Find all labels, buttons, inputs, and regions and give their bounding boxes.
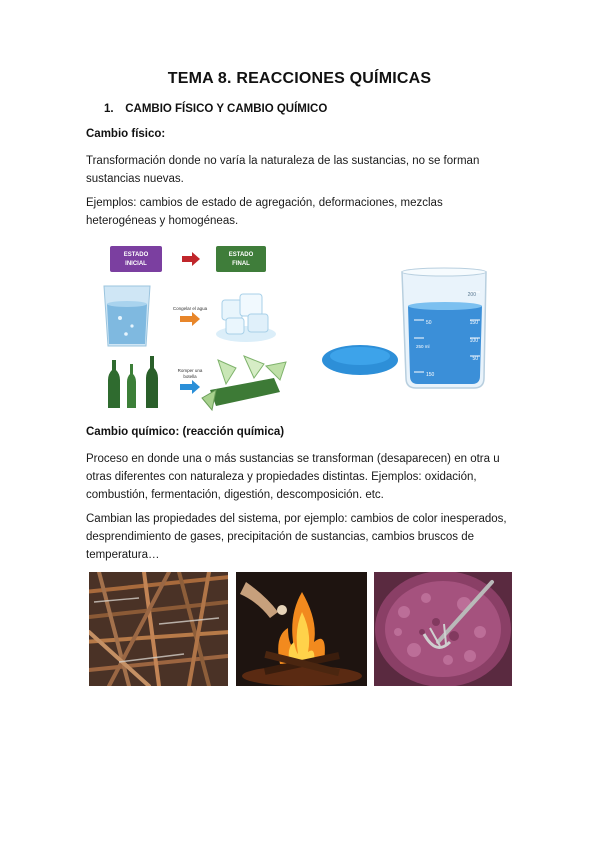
initial-state-box	[110, 246, 162, 272]
campfire-photo	[236, 572, 367, 686]
freeze-label: Congelar el agua	[172, 306, 208, 311]
ice-cubes-icon	[216, 294, 276, 342]
page-title: TEMA 8. REACCIONES QUÍMICAS	[167, 70, 432, 87]
chemical-change-definition: Proceso en donde una o más sustancias se transforman (desaparecen) en otra u otras diferentes con naturaleza y propiedades distintas. Ejemplos: oxidación, combustión, fermentación, digestión, descomposición. etc.	[86, 453, 500, 501]
physical-change-examples: Ejemplos: cambios de estado de agregación, deformaciones, mezclas heterogéneas y homogéneas.	[86, 197, 443, 227]
beaker-figure	[320, 262, 500, 392]
beaker-scale-100: 100	[469, 338, 478, 344]
break-label-1: Romper una	[177, 368, 203, 373]
beaker-scale-50: 50	[472, 356, 478, 362]
fermenting-wine-photo	[374, 572, 512, 686]
beaker-ml-label: 250 ml	[416, 344, 430, 349]
water-glass-icon	[104, 286, 150, 346]
physical-change-definition: Transformación donde no varía la naturaleza de las sustancias, no se forman sustancias nuevas.	[86, 155, 480, 185]
rusty-nails-photo	[89, 572, 228, 686]
chemical-change-properties: Cambian las propiedades del sistema, por ejemplo: cambios de color inesperados, desprendimiento de gases, precipitación de sustancias, cambios bruscos de temperatura…	[86, 513, 507, 561]
initial-state-label-2: INICIAL	[125, 261, 147, 267]
break-label-2: botella	[183, 374, 197, 379]
final-state-label-2: FINAL	[232, 261, 250, 267]
beaker-icon	[402, 268, 486, 388]
red-arrow-icon	[182, 252, 200, 266]
glass-bottles-icon	[108, 356, 158, 408]
beaker-scale-top: 200	[467, 292, 476, 298]
final-state-label-1: ESTADO	[228, 252, 254, 258]
broken-bottle-icon	[202, 356, 286, 410]
initial-state-label-1: ESTADO	[123, 252, 149, 258]
blue-arrow-icon	[180, 380, 200, 394]
section-heading	[104, 103, 327, 115]
beaker-scale-left-150: 150	[426, 372, 435, 378]
final-state-box	[216, 246, 266, 272]
chemical-change-heading: Cambio químico: (reacción química)	[86, 426, 285, 438]
orange-arrow-icon	[180, 312, 200, 326]
physical-change-heading: Cambio físico:	[86, 128, 166, 140]
beaker-scale-left-50: 50	[426, 320, 432, 326]
beaker-scale-150: 150	[469, 320, 478, 326]
section-title: CAMBIO FÍSICO Y CAMBIO QUÍMICO	[125, 103, 328, 115]
physical-change-diagram	[98, 238, 293, 414]
section-number: 1.	[104, 103, 114, 115]
